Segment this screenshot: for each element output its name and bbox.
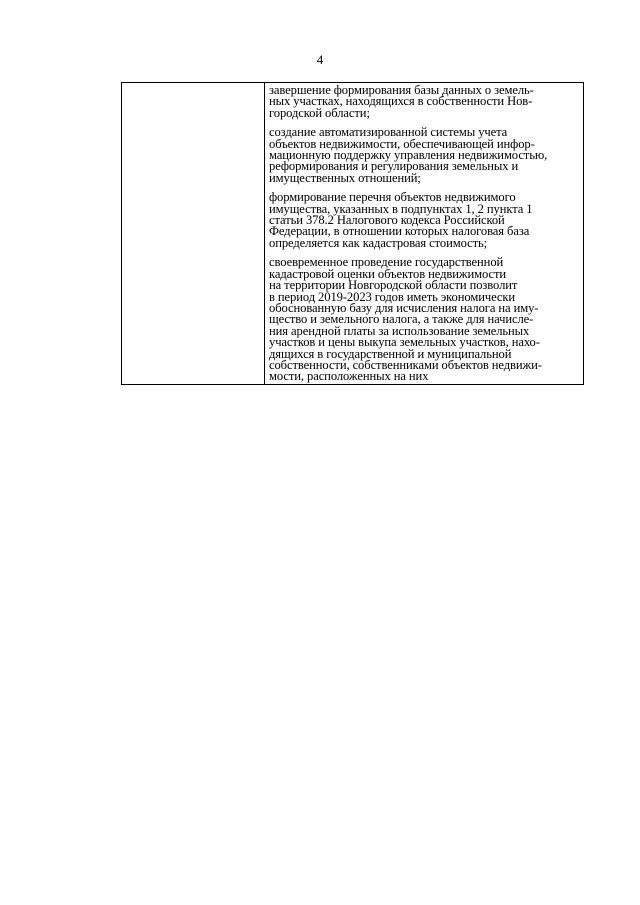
paragraph-cadastral-valuation: своевременное проведение государственной кадастровой оценки объектов недвижимости на территории Новгородской области позволит в период 2019-2023 годов иметь экономически обоснованную базу для исчисления налога на иму- щество и земельного налога, а также для начисле- ния арендной платы за использование земельных участков и цены выкупа земельных участков, нахо- дящихся в государственной и муниципальной собственности, собственниками объектов недвижи- мости, расположенных на них <box>269 255 542 384</box>
results-table <box>121 82 584 385</box>
table-cell-label <box>122 83 265 385</box>
table-row <box>122 83 584 385</box>
paragraph-automated-system: создание автоматизированной системы учета объектов недвижимости, обеспечивающей инфор- мационную поддержку управления недвижимостью, реформирования и регулирования земельных и имущественных отношений; <box>269 125 548 185</box>
page-number: 4 <box>316 52 324 67</box>
paragraph-property-list: формирование перечня объектов недвижимого имущества, указанных в подпунктах 1, 2 пункта 1 статьи 378.2 Налогового кодекса Российской Федерации, в отношении которых налоговая база определяется как кадастровая стоимость; <box>269 190 533 250</box>
table-cell-content <box>265 83 584 385</box>
paragraph-database-completion: завершение формирования базы данных о земель- ных участках, находящихся в собственности Нов- городской области; <box>269 83 534 120</box>
